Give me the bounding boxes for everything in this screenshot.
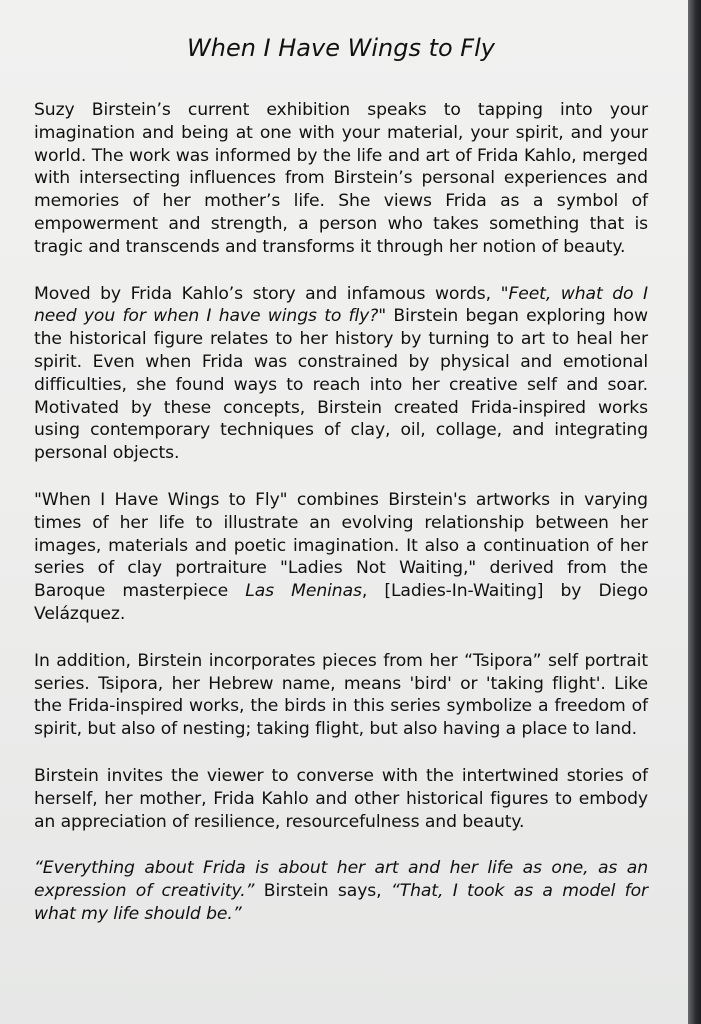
paragraph-invitation: Birstein invites the viewer to converse with the intertwined stories of herself, her mother, Frida Kahlo and other historical figures to embody an appreciation of resilience, resourcefulness and beauty.	[34, 765, 648, 832]
artwork-title: Las Meninas	[245, 581, 362, 602]
frida-quote: "Feet, what do I need you for when I have wings to fly?"	[34, 283, 649, 327]
artist-quote: “That, I took as a model for what my life should be.”	[34, 881, 648, 924]
paragraph-exhibition	[34, 489, 648, 626]
artist-quote: “Everything about Frida is about her art and her life as one, as an expression of creativity.”	[34, 858, 648, 902]
paragraph-text: Moved by Frida Kahlo’s story and infamous words,	[34, 283, 501, 304]
paragraph-frida-quote	[34, 283, 648, 465]
paragraph-text: Birstein began exploring how the historical figure relates to her history by turning to art to heal her spirit. Even when Frida was constrained by physical and emotional difficulties, she found ways to reach into her creative self and soar. Motivated by these concepts, Birstein created Frida-inspired works using contemporary techniques of clay, oil, collage, and integrating personal objects.	[34, 306, 648, 464]
paragraph-intro: Suzy Birstein’s current exhibition speaks to tapping into your imagination and being at one with your material, your spirit, and your world. The work was informed by the life and art of Frida Kahlo, merged with intersecting influences from Birstein’s personal experiences and memories of her mother’s life. She views Frida as a symbol of empowerment and strength, a person who takes something that is tragic and transcends and transforms it through her notion of beauty.	[34, 100, 648, 257]
paragraph-text: "When I Have Wings to Fly" combines Birstein's artworks in varying times of her life to illustrate an evolving relationship between her images, materials and poetic imagination. It also a continuation of her series of clay portraiture "Ladies Not Waiting," derived from the Baroque masterpiece	[34, 489, 648, 602]
paragraph-tsipora: In addition, Birstein incorporates pieces from her “Tsipora” self portrait series. Tsipora, her Hebrew name, means 'bird' or 'taking flight'. Like the Frida-inspired works, the birds in this series symbolize a freedom of spirit, but also of nesting; taking flight, but also having a place to land.	[34, 650, 648, 740]
paragraph-closing-quote	[34, 857, 648, 925]
page-title: When I Have Wings to Fly	[187, 34, 495, 62]
paragraph-text: Birstein says,	[254, 881, 391, 902]
paragraph-text: , [Ladies-In-Waiting] by Diego Velázquez.	[34, 581, 648, 624]
panel-edge-shadow	[688, 0, 701, 1024]
